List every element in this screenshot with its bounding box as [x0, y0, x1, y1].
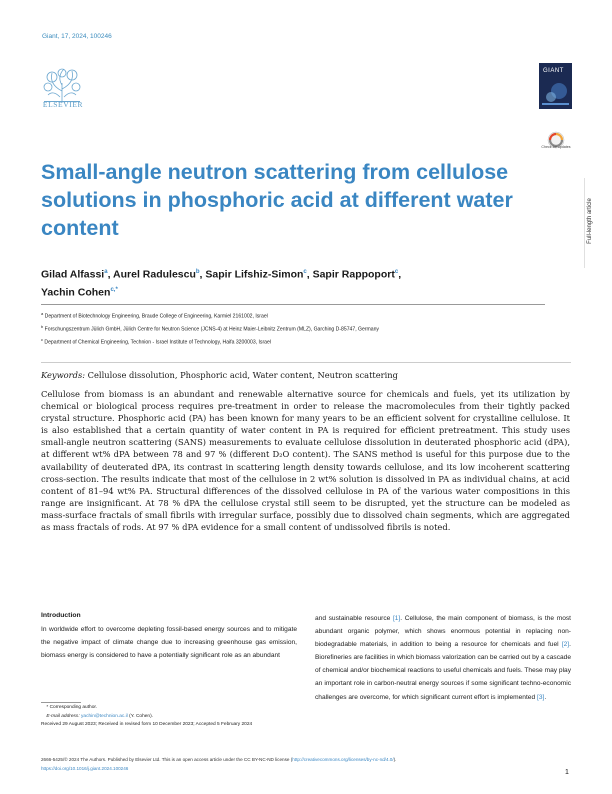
- cover-title: GIANT: [543, 68, 564, 74]
- body-column-left: [41, 612, 297, 662]
- affiliations: [41, 309, 571, 349]
- citation-link[interactable]: [3]: [536, 693, 545, 701]
- author-name[interactable]: Sapir Lifshiz-Simon: [205, 268, 304, 281]
- body-text-run: and sustainable resource: [315, 615, 393, 622]
- page-number: 1: [565, 769, 569, 776]
- copyright-text: ).: [393, 757, 397, 762]
- body-paragraph: In worldwide effort to overcome depleting fossil-based energy sources and to mitigate the negative impact of climate change due to increasing greenhouse gas emission, biomass energy is considered to have a potentially significant role as an abundant: [41, 626, 297, 660]
- copyright-notice: [41, 756, 571, 773]
- author-name[interactable]: Aurel Radulescu: [113, 268, 196, 281]
- author-affiliation-mark[interactable]: c: [394, 269, 399, 275]
- email-suffix: (Y. Cohen).: [127, 713, 154, 719]
- affiliation-text: Department of Chemical Engineering, Technion - Israel Institute of Technology, Haifa 3200003, Israel: [44, 340, 271, 347]
- doi-link[interactable]: https://doi.org/10.1016/j.giant.2024.100246: [41, 765, 129, 771]
- divider: [41, 362, 571, 363]
- citation-link[interactable]: [1]: [392, 615, 401, 622]
- article-type-label: Full-length article: [587, 198, 593, 244]
- section-heading: Introduction: [41, 612, 81, 619]
- author-affiliation-mark[interactable]: b: [195, 269, 200, 275]
- affiliation-text: Forschungszentrum Jülich GmbH, Jülich Centre for Neutron Science (JCNS-4) at Heinz Maier-Leibnitz Zentrum (MLZ), Garching D-85747, Germany: [44, 326, 379, 333]
- keywords: [41, 370, 571, 380]
- copyright-text: 2666-5425/© 2024 The Authors. Published by Elsevier Ltd. This is an open access article under the CC BY-NC-ND license (: [41, 757, 293, 762]
- received-dates: Received 29 August 2023; Received in revised form 10 December 2023; Accepted 5 February 2024: [41, 722, 253, 728]
- license-link[interactable]: http://creativecommons.org/licenses/by-nc-nd/4.0/: [292, 757, 394, 762]
- publisher-logo-text: ELSEVIER: [42, 100, 84, 109]
- body-text-run: .: [544, 693, 547, 701]
- author-name[interactable]: Gilad Alfassi: [41, 268, 105, 281]
- author-separator: ,: [306, 268, 313, 281]
- email-note: [41, 713, 306, 722]
- check-for-updates-label[interactable]: Check for updates: [541, 145, 571, 149]
- author-affiliation-mark[interactable]: a: [104, 269, 108, 275]
- body-paragraph: [315, 612, 571, 704]
- divider: [41, 304, 545, 305]
- affiliation-mark: c: [41, 337, 43, 343]
- author-name[interactable]: Yachin Cohen: [41, 286, 111, 298]
- author-list: [41, 265, 541, 300]
- affiliation-mark: a: [41, 311, 44, 316]
- keywords-label: Keywords:: [41, 370, 86, 380]
- citation-link[interactable]: [2]: [561, 641, 570, 649]
- author-separator: ,: [398, 268, 402, 281]
- affiliation-mark: b: [41, 324, 44, 330]
- body-column-right: [315, 612, 571, 704]
- affiliation-item: [41, 309, 571, 322]
- author-name[interactable]: Sapir Rappoport: [312, 268, 395, 281]
- journal-reference[interactable]: Giant, 17, 2024, 100246: [42, 33, 112, 40]
- author-separator: ,: [199, 268, 206, 281]
- keywords-list: Cellulose dissolution, Phosphoric acid, Water content, Neutron scattering: [87, 370, 398, 380]
- footnotes: [41, 704, 306, 730]
- affiliation-item: [41, 322, 571, 335]
- abstract: Cellulose from biomass is an abundant and renewable alternative source for chemicals and fuels, yet its utilization by chemical or biological process requires pre-treatment in order to release the macromolecules from their tightly packed crystal structure. Phosphoric acid (PA) has been known for many years to be an efficient solvent for crystalline cellulose. It is also established that a certain quantity of water content in PA is required for efficient pretreatment. This study uses small-angle neutron scattering (SANS) measurements to evaluate cellulose dissolution in deuterated phosphoric acid (dPA), at different wt% dPA between 78 and 97 % (different D₂O content). The SANS method is useful for this purpose due to the availability of deuterated dPA, its contrast in scattering length density towards cellulose, and its low incoherent scattering cross-section. The results indicate that most of the cellulose in 2 wt% solution is dissolved in PA as individual chains, at acid content of 81–94 wt% PA. Structural differences of the dissolved cellulose in PA of the various water compositions in this range are insignificant. At 78 % dPA the cellulose crystal still seem to be disrupted, yet the structure can be modeled as mass-surface fractals of small fibrils with irregular surface, possibly due to dissolved chain segments, which are aggregated as mass fractals of rods. At 97 % dPA evidence for a small content of undissolved fibrils is noted.: [41, 389, 570, 533]
- footnote-label: Corresponding author.: [49, 705, 98, 710]
- corresponding-author-note: [41, 704, 306, 713]
- affiliation-item: [41, 335, 571, 348]
- body-text-run: . Cellulose, the main component of biomass, is the most abundant organic polymer, which shows enormous potential in replacing non-biodegradable materials, in addition to being a resource for chemicals and fuel: [315, 615, 571, 649]
- affiliation-text: Department of Biotechnology Engineering, Braude College of Engineering, Karmiel 2161002, Israel: [44, 313, 268, 320]
- body-text-run: . Biorefineries are facilities in which biomass valorization can be carried out by a cascade of chemical and/or biochemical reactions to useful chemicals and fuels. These may play an important role in carbon-neutral energy sources if some significant techno-economic challenges are overcome, for which significant current effort is implemented: [315, 641, 571, 701]
- author-affiliation-mark[interactable]: c: [303, 269, 307, 275]
- email-link[interactable]: yachin@technion.ac.il: [81, 713, 128, 719]
- check-for-updates-icon[interactable]: [544, 126, 568, 154]
- article-title: Small-angle neutron scattering from cellulose solutions in phosphoric acid at different water content: [41, 160, 513, 240]
- author-separator: ,: [107, 268, 114, 281]
- journal-cover-thumbnail[interactable]: [539, 63, 572, 109]
- email-label: E-mail address:: [46, 713, 80, 719]
- footnote-divider: [41, 702, 81, 703]
- author-affiliation-mark[interactable]: c,*: [110, 286, 118, 293]
- footnote-mark: *: [46, 705, 49, 710]
- copyright-line: [41, 756, 571, 765]
